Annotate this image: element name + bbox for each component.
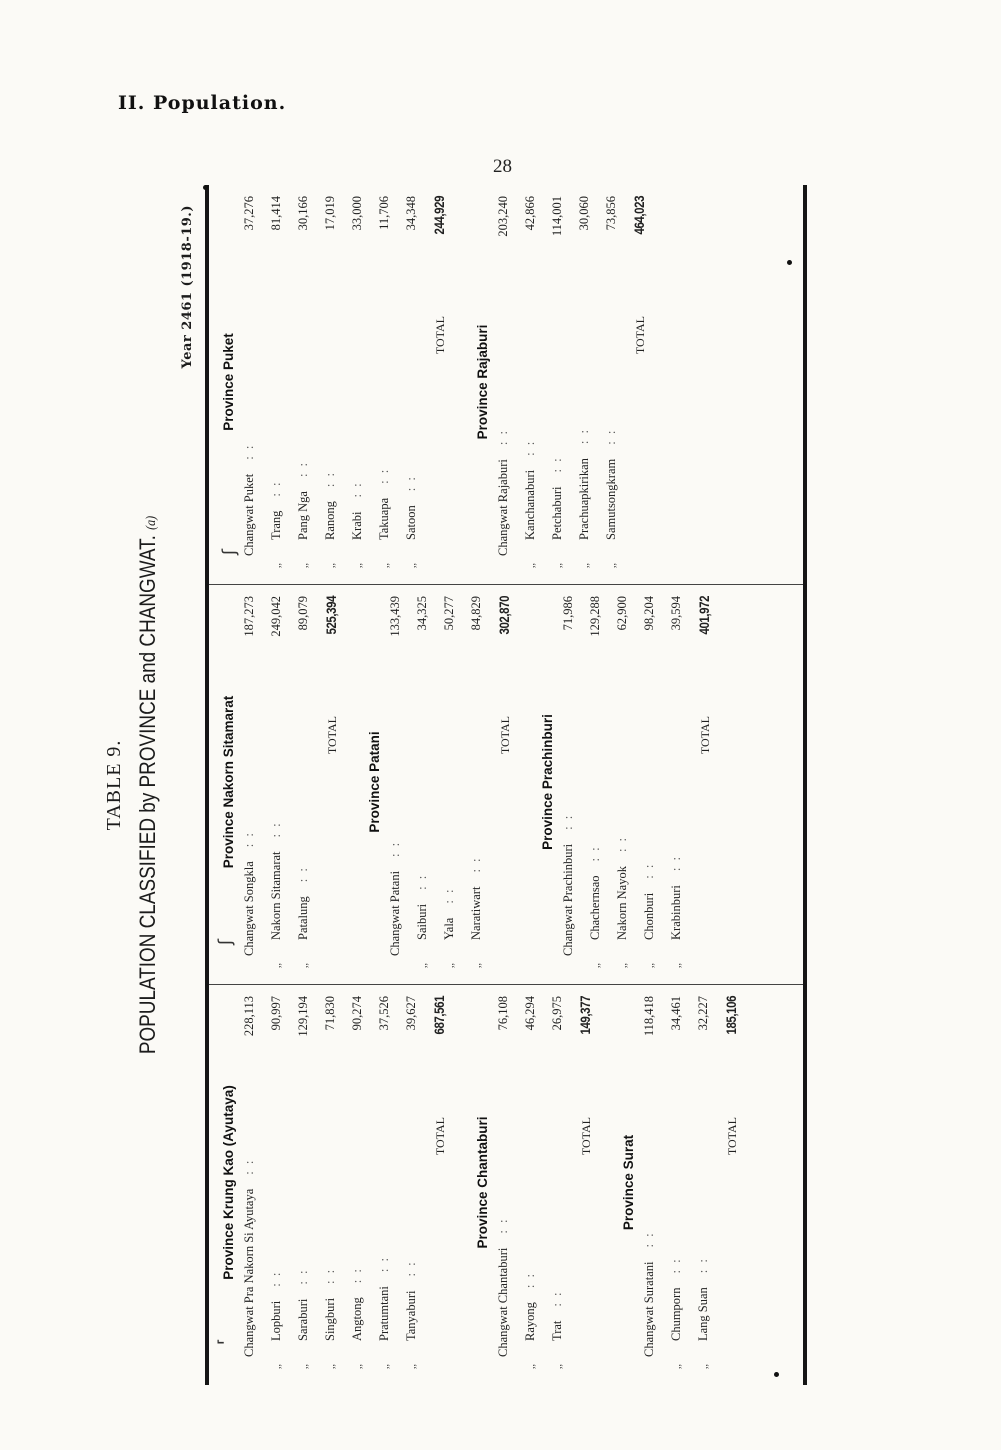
total-label: TOTAL	[579, 1117, 593, 1156]
total-row	[323, 596, 353, 968]
changwat-label: Changwat Prachinburi	[561, 843, 575, 956]
changwat-name	[669, 716, 684, 956]
ditto-mark: ,,	[299, 563, 310, 568]
population-value: 30,060	[577, 196, 591, 231]
ditto-mark: ,,	[407, 563, 418, 568]
changwat-label: Trat	[550, 1320, 564, 1341]
table-row	[642, 596, 669, 968]
total-value: 464,023	[631, 196, 647, 235]
population-value: 33,000	[350, 196, 364, 231]
total-value: 185,106	[723, 996, 739, 1035]
province-heading: Province Nakorn Sitamarat	[221, 695, 236, 869]
table-row	[523, 996, 550, 1369]
total-row	[696, 596, 726, 968]
table-title-note: (a)	[144, 515, 159, 530]
dot-leader: : :	[404, 1260, 418, 1277]
table-number: TABLE 9.	[103, 739, 125, 831]
dot-leader: : :	[442, 887, 456, 904]
table-row	[323, 996, 350, 1369]
ditto-mark: ,,	[445, 963, 456, 968]
changwat-name	[550, 316, 565, 556]
dot-leader: : :	[323, 471, 337, 488]
changwat-name	[269, 1117, 284, 1357]
population-value: 76,108	[496, 996, 510, 1031]
province-block	[540, 596, 726, 968]
province-heading: Province Chantaburi	[475, 1116, 490, 1249]
total-label: TOTAL	[725, 1117, 739, 1156]
total-label: TOTAL	[698, 716, 712, 755]
population-value: 203,240	[496, 196, 510, 237]
population-value: 32,227	[696, 996, 710, 1031]
population-value: 129,194	[296, 996, 310, 1037]
province-block	[221, 196, 461, 568]
population-value: 26,975	[550, 996, 564, 1031]
dot-leader: : :	[269, 821, 283, 838]
handwritten-mark: ⸢	[215, 1337, 236, 1345]
total-value: 149,377	[577, 996, 593, 1035]
dot-leader: : :	[269, 480, 283, 497]
changwat-label: Chonburi	[642, 892, 656, 940]
ditto-mark: ,,	[272, 1364, 283, 1369]
total-value: 244,929	[431, 196, 447, 235]
ditto-mark: ,,	[645, 963, 656, 968]
changwat-label: Petchaburi	[550, 486, 564, 540]
table-row	[377, 196, 404, 568]
changwat-label: Chumporn	[669, 1287, 683, 1341]
changwat-name	[550, 1117, 565, 1357]
changwat-label: Saiburi	[415, 903, 429, 940]
changwat-name	[350, 316, 365, 556]
population-value: 187,273	[242, 596, 256, 637]
province-heading: Province Prachinburi	[540, 714, 555, 850]
section-label: II. Population.	[118, 92, 287, 114]
table-row	[604, 196, 631, 568]
total-row	[496, 596, 526, 968]
table-row	[615, 596, 642, 968]
table-title-text: POPULATION CLASSIFIED by PROVINCE and CHANGWAT.	[135, 535, 160, 1055]
table-row	[404, 996, 431, 1369]
changwat-name	[469, 716, 484, 956]
dot-leader: : :	[604, 428, 618, 445]
changwat-name	[323, 316, 338, 556]
dot-leader: : :	[350, 481, 364, 498]
ditto-mark: ,,	[299, 963, 310, 968]
table-row	[323, 196, 350, 568]
changwat-name	[269, 716, 284, 956]
table-titles	[103, 185, 203, 1385]
changwat-label: Ranong	[323, 501, 337, 540]
province-block	[221, 996, 461, 1369]
ditto-mark: ,,	[407, 1364, 418, 1369]
changwat-label: Patalung	[296, 896, 310, 940]
changwat-name	[377, 316, 392, 556]
population-value: 89,079	[296, 596, 310, 631]
table-column-1	[209, 986, 803, 1385]
dot-leader: : :	[296, 1268, 310, 1285]
table-row	[404, 196, 431, 568]
table-row	[388, 596, 415, 968]
province-heading: Province Rajaburi	[475, 324, 490, 440]
changwat-label: Takuapa	[377, 497, 391, 540]
ditto-mark: ,,	[472, 963, 483, 968]
dot-leader: : :	[496, 1217, 510, 1234]
total-label: TOTAL	[433, 1117, 447, 1156]
table-row	[550, 996, 577, 1369]
changwat-label: Chachernsao	[588, 875, 602, 940]
population-value: 39,594	[669, 596, 683, 631]
ditto-mark: ,,	[353, 1364, 364, 1369]
changwat-label: Changwat Chantaburi	[496, 1247, 510, 1357]
population-value: 34,461	[669, 996, 683, 1031]
dot-leader: : :	[296, 460, 310, 478]
changwat-label: Samutsongkram	[604, 458, 618, 540]
population-value: 249,042	[269, 596, 283, 637]
ditto-mark: ,,	[380, 563, 391, 568]
changwat-name	[496, 316, 511, 556]
population-value: 30,166	[296, 196, 310, 231]
ditto-mark: ,,	[272, 563, 283, 568]
table-row	[561, 596, 588, 968]
table-year: Year 2461 (1918-19.)	[180, 205, 195, 369]
dot-leader: : :	[350, 1267, 364, 1284]
dot-leader: : :	[388, 840, 402, 857]
table-row	[269, 196, 296, 568]
ditto-mark: ,,	[553, 563, 564, 568]
ditto-mark: ,,	[553, 1364, 564, 1369]
province-block	[475, 196, 661, 568]
changwat-name	[404, 1117, 419, 1357]
changwat-name	[350, 1117, 365, 1357]
dot-leader: : :	[469, 856, 483, 873]
changwat-label: Changwat Rajaburi	[496, 459, 510, 556]
total-value-cell	[431, 196, 447, 294]
population-value: 129,288	[588, 596, 602, 637]
population-value: 118,418	[642, 996, 656, 1037]
table-title	[135, 269, 161, 1301]
changwat-name	[496, 1117, 511, 1357]
table-column-3	[209, 186, 803, 585]
population-value: 17,019	[323, 196, 337, 231]
total-row	[723, 996, 753, 1369]
population-value: 42,866	[523, 196, 537, 231]
ditto-mark: ,,	[353, 563, 364, 568]
page-number: 28	[493, 156, 512, 177]
population-value: 84,829	[469, 596, 483, 631]
dot-leader: : :	[561, 813, 575, 830]
total-label: TOTAL	[433, 316, 447, 355]
table-row	[550, 196, 577, 568]
table-row	[669, 996, 696, 1369]
population-value: 98,204	[642, 596, 656, 631]
table-row	[269, 996, 296, 1369]
population-table	[205, 185, 807, 1385]
province-heading: Province Puket	[221, 333, 236, 431]
ditto-mark: ,,	[591, 963, 602, 968]
handwritten-mark: ʃ	[219, 548, 240, 555]
changwat-label: Trang	[269, 510, 283, 540]
total-label: TOTAL	[498, 716, 512, 755]
table-row	[696, 996, 723, 1369]
changwat-label: Changwat Suratani	[642, 1261, 656, 1357]
total-value: 687,561	[431, 996, 447, 1035]
changwat-name	[296, 1117, 311, 1357]
table-row	[523, 196, 550, 568]
changwat-name	[404, 316, 419, 556]
changwat-name	[696, 1117, 711, 1357]
total-value-cell	[631, 196, 647, 294]
changwat-label: Satoon	[404, 505, 418, 540]
dot-leader: : :	[550, 456, 564, 473]
province-block	[221, 596, 353, 968]
changwat-label: Rayong	[523, 1302, 537, 1341]
changwat-label: Krabinburi	[669, 885, 683, 940]
total-row	[577, 996, 607, 1369]
ditto-mark: ,,	[580, 563, 591, 568]
changwat-label: Krabi	[350, 511, 364, 540]
province-block	[621, 996, 753, 1369]
changwat-label: Lopburi	[269, 1300, 283, 1341]
table-row	[377, 996, 404, 1369]
total-row	[431, 996, 461, 1369]
total-value-cell	[496, 596, 512, 694]
table-row	[642, 996, 669, 1369]
changwat-name	[604, 316, 619, 556]
dot-leader: : :	[242, 1158, 256, 1175]
ditto-mark: ,,	[672, 963, 683, 968]
table-row	[469, 596, 496, 968]
dot-leader: : :	[588, 845, 602, 862]
table-column-2	[209, 586, 803, 985]
table-row	[350, 196, 377, 568]
dot-leader: : :	[523, 1272, 537, 1289]
dot-leader: : :	[269, 1270, 283, 1287]
changwat-name	[442, 716, 457, 956]
total-label: TOTAL	[325, 716, 339, 755]
changwat-name	[415, 716, 430, 956]
population-value: 133,439	[388, 596, 402, 637]
total-value-cell	[723, 996, 739, 1095]
table-row	[669, 596, 696, 968]
changwat-name	[377, 1117, 392, 1357]
changwat-label: Naratiwart	[469, 886, 483, 940]
population-value: 37,276	[242, 196, 256, 231]
table-row	[496, 196, 523, 568]
ditto-mark: ,,	[380, 1364, 391, 1369]
changwat-label: Nakorn Sitamarat	[269, 851, 283, 940]
total-label: TOTAL	[633, 316, 647, 355]
changwat-name	[388, 716, 403, 956]
dot-leader: : :	[615, 835, 629, 853]
ditto-mark: ,,	[299, 1364, 310, 1369]
dot-leader: : :	[415, 873, 429, 890]
changwat-label: Pang Nga	[296, 491, 310, 540]
changwat-name	[669, 1117, 684, 1357]
ditto-mark: ,,	[699, 1364, 710, 1369]
table-row	[242, 596, 269, 968]
dot-leader: : :	[669, 1257, 683, 1274]
population-value: 114,001	[550, 196, 564, 237]
changwat-label: Yala	[442, 917, 456, 940]
ditto-mark: ,,	[526, 1364, 537, 1369]
dot-leader: : :	[404, 475, 418, 492]
table-row	[296, 996, 323, 1369]
dot-leader: : :	[550, 1290, 564, 1307]
ditto-mark: ,,	[607, 563, 618, 568]
rotated-table-page	[103, 185, 803, 1385]
changwat-label: Lang Suan	[696, 1287, 710, 1341]
population-value: 81,414	[269, 196, 283, 231]
province-block	[367, 596, 526, 968]
changwat-label: Changwat Puket	[242, 473, 256, 556]
changwat-label: Kanchanaburi	[523, 469, 537, 540]
dot-leader: : :	[696, 1257, 710, 1274]
changwat-name	[615, 716, 630, 956]
changwat-label: Changwat Songkla	[242, 861, 256, 956]
changwat-name	[296, 716, 311, 956]
total-value: 302,870	[496, 596, 512, 635]
changwat-name	[561, 716, 576, 956]
province-heading: Province Surat	[621, 1134, 636, 1231]
table-row	[577, 196, 604, 568]
population-value: 34,348	[404, 196, 418, 231]
population-value: 39,627	[404, 996, 418, 1031]
dot-leader: : :	[242, 443, 256, 460]
population-value: 90,274	[350, 996, 364, 1031]
population-value: 62,900	[615, 596, 629, 631]
ditto-mark: ,,	[272, 963, 283, 968]
table-row	[296, 596, 323, 968]
ditto-mark: ,,	[326, 563, 337, 568]
changwat-name	[296, 316, 311, 556]
dot-leader: : :	[296, 866, 310, 883]
changwat-label: Tanyaburi	[404, 1290, 418, 1341]
table-row	[588, 596, 615, 968]
table-row	[296, 196, 323, 568]
population-value: 11,706	[377, 196, 391, 230]
population-value: 228,113	[242, 996, 256, 1037]
total-row	[431, 196, 461, 568]
ditto-mark: ,,	[326, 1364, 337, 1369]
changwat-name	[242, 316, 257, 556]
ditto-mark: ,,	[418, 963, 429, 968]
table-row	[242, 996, 269, 1369]
dot-leader: : :	[642, 862, 656, 879]
ink-speck	[774, 1372, 779, 1377]
table-row	[350, 996, 377, 1369]
province-heading: Province Patani	[367, 731, 382, 833]
total-row	[631, 196, 661, 568]
changwat-name	[588, 716, 603, 956]
province-block	[475, 996, 607, 1369]
changwat-label: Singburi	[323, 1297, 337, 1341]
population-value: 71,986	[561, 596, 575, 631]
changwat-label: Pratumtani	[377, 1286, 391, 1341]
dot-leader: : :	[523, 439, 537, 456]
total-value-cell	[431, 996, 447, 1095]
ditto-mark: ,,	[672, 1364, 683, 1369]
population-value: 50,277	[442, 596, 456, 631]
changwat-name	[269, 316, 284, 556]
population-value: 37,526	[377, 996, 391, 1031]
changwat-label: Changwat Patani	[388, 870, 402, 956]
changwat-name	[642, 716, 657, 956]
ditto-mark: ,,	[526, 563, 537, 568]
changwat-name	[242, 1117, 257, 1357]
dot-leader: : :	[669, 855, 683, 872]
changwat-name	[242, 716, 257, 956]
changwat-label: Saraburi	[296, 1298, 310, 1341]
ink-speck	[787, 260, 792, 265]
total-value: 401,972	[696, 596, 712, 635]
handwritten-mark: ʃ	[215, 938, 236, 945]
dot-leader: : :	[642, 1231, 656, 1248]
changwat-name	[523, 316, 538, 556]
dot-leader: : :	[323, 1267, 337, 1284]
changwat-label: Prachuapkirikan	[577, 458, 591, 540]
population-value: 73,856	[604, 196, 618, 231]
population-value: 34,325	[415, 596, 429, 631]
dot-leader: : :	[242, 831, 256, 848]
changwat-name	[642, 1117, 657, 1357]
changwat-label: Changwat Pra Nakorn Si Ayutaya	[242, 1188, 256, 1357]
table-row	[415, 596, 442, 968]
changwat-name	[323, 1117, 338, 1357]
dot-leader: : :	[377, 1256, 391, 1273]
province-heading: Province Krung Kao (Ayutaya)	[221, 1085, 236, 1280]
changwat-label: Angtong	[350, 1297, 364, 1341]
ditto-mark: ,,	[618, 963, 629, 968]
total-value-cell	[323, 596, 339, 694]
table-row	[442, 596, 469, 968]
dot-leader: : :	[377, 467, 391, 484]
changwat-name	[523, 1117, 538, 1357]
dot-leader: : :	[496, 429, 510, 446]
table-row	[496, 996, 523, 1369]
table-row	[269, 596, 296, 968]
table-row	[242, 196, 269, 568]
population-value: 71,830	[323, 996, 337, 1031]
ink-speck	[203, 185, 208, 190]
changwat-label: Nakorn Nayok	[615, 866, 629, 940]
total-value-cell	[577, 996, 593, 1095]
dot-leader: : :	[577, 428, 591, 445]
changwat-name	[577, 316, 592, 556]
population-value: 46,294	[523, 996, 537, 1031]
total-value-cell	[696, 596, 712, 694]
population-value: 90,997	[269, 996, 283, 1031]
total-value: 525,394	[323, 596, 339, 635]
